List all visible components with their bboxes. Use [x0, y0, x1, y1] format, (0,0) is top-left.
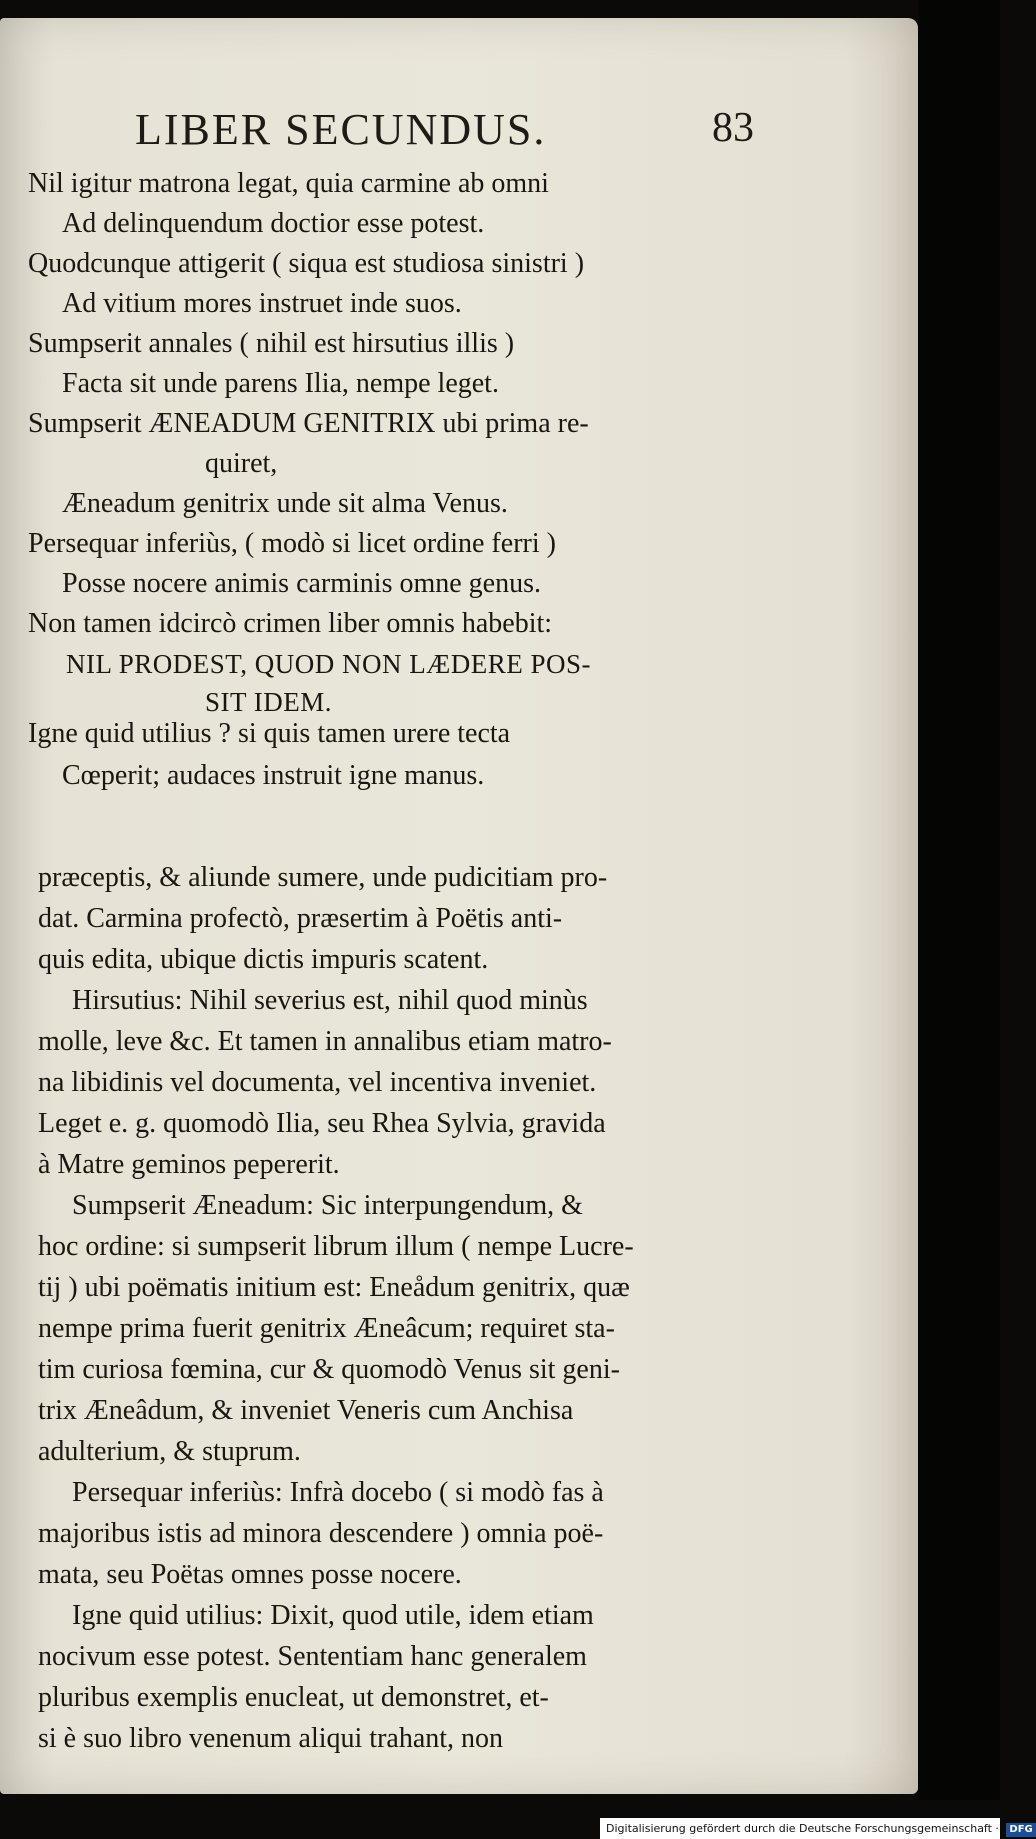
verse-line: NIL PRODEST, QUOD NON LÆDERE POS- [66, 649, 592, 679]
commentary-line: tim curiosa fœmina, cur & quomodò Venus sit geni- [38, 1354, 620, 1385]
verse-line: Facta sit unde parens Ilia, nempe leget. [62, 368, 499, 399]
commentary-line: hoc ordine: si sumpserit librum illum ( nempe Lucre- [38, 1231, 634, 1262]
verse-line: Quodcunque attigerit ( siqua est studiosa sinistri ) [28, 248, 585, 279]
commentary-line: dat. Carmina profectò, præsertim à Poëtis anti- [38, 903, 563, 934]
commentary-line: molle, leve &c. Et tamen in annalibus etiam matro- [38, 1026, 612, 1057]
commentary-line: nocivum esse potest. Sententiam hanc generalem [38, 1641, 587, 1672]
commentary-line: Sumpserit Æneadum: Sic interpungendum, & [72, 1190, 583, 1221]
commentary-line: na libidinis vel documenta, vel incentiva inveniet. [38, 1067, 597, 1098]
commentary-line: pluribus exemplis enucleat, ut demonstret, et- [38, 1682, 549, 1713]
verse-line: Sumpserit annales ( nihil est hirsutius illis ) [28, 328, 515, 359]
verse-line: Cœperit; audaces instruit igne manus. [62, 760, 485, 791]
page-number: 83 [712, 105, 754, 151]
commentary-line: præceptis, & aliunde sumere, unde pudicitiam pro- [38, 862, 608, 893]
verse-line: Ad vitium mores instruet inde suos. [62, 288, 462, 319]
commentary-line: quis edita, ubique dictis impuris scatent. [38, 944, 489, 975]
verse-line: Ad delinquendum doctior esse potest. [62, 208, 485, 239]
verse-line: Persequar inferiùs, ( modò si licet ordine ferri ) [28, 528, 556, 559]
commentary-line: mata, seu Poëtas omnes posse nocere. [38, 1559, 462, 1590]
commentary-line: Igne quid utilius: Dixit, quod utile, idem etiam [72, 1600, 594, 1631]
commentary-line: nempe prima fuerit genitrix Æneâcum; requiret sta- [38, 1313, 615, 1344]
verse-line: Igne quid utilius ? si quis tamen urere tecta [28, 718, 511, 749]
commentary-line: Leget e. g. quomodò Ilia, seu Rhea Sylvia, gravida [38, 1108, 606, 1139]
verse-line: SIT IDEM. [205, 687, 333, 717]
commentary-line: trix Æneâdum, & inveniet Veneris cum Anchisa [38, 1395, 574, 1426]
commentary-line: à Matre geminos pepererit. [38, 1149, 340, 1180]
dfg-logo: DFG [1006, 1823, 1035, 1837]
commentary-line: adulterium, & stuprum. [38, 1436, 301, 1467]
verse-line: Sumpserit ÆNEADUM GENITRIX ubi prima re- [28, 408, 589, 439]
commentary-line: majoribus istis ad minora descendere ) omnia poë- [38, 1518, 604, 1549]
commentary-line: Persequar inferiùs: Infrà docebo ( si modò fas à [72, 1477, 604, 1508]
scan-dark-edge [918, 0, 1000, 1800]
book-page [0, 18, 918, 1794]
verse-line: Æneadum genitrix unde sit alma Venus. [62, 488, 508, 519]
verse-line: Posse nocere animis carminis omne genus. [62, 568, 542, 599]
commentary-line: tij ) ubi poëmatis initium est: Eneådum genitrix, quæ [38, 1272, 630, 1303]
verse-line: quiret, [205, 448, 278, 479]
credit-text: Digitalisierung gefördert durch die Deutsche Forschungsgemeinschaft · [606, 1822, 999, 1835]
verse-line: Nil igitur matrona legat, quia carmine ab omni [28, 168, 549, 199]
running-header [0, 96, 918, 156]
commentary-line: Hirsutius: Nihil severius est, nihil quod minùs [72, 985, 588, 1016]
verse-line: Non tamen idcircò crimen liber omnis habebit: [28, 608, 553, 639]
running-title: LIBER SECUNDUS. [135, 105, 547, 154]
digitization-credit [600, 1818, 1033, 1839]
commentary-line: si è suo libro venenum aliqui trahant, non [38, 1723, 504, 1754]
